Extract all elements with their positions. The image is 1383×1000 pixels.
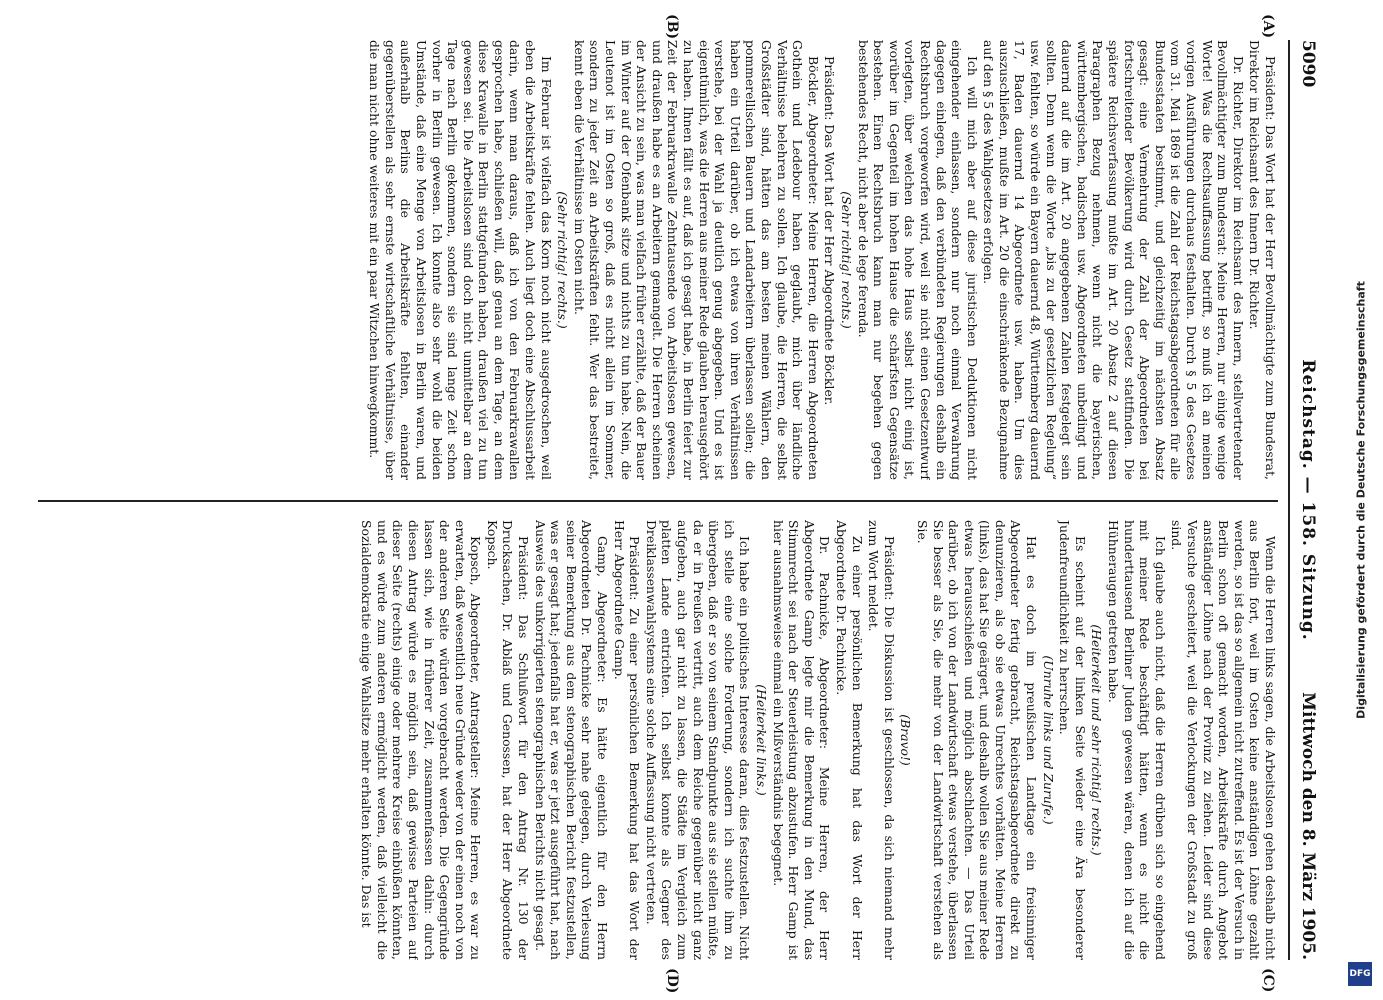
right-column — [28, 520, 1278, 960]
interjection: (Sehr richtig! rechts.) — [555, 191, 571, 329]
paragraph: Ich glaube auch nicht, daß die Herren drüben sich so eingehend mit meiner Rede beschäftigt hätten, wenn es nicht die hunderttausend Berliner Juden gewesen wären, denen ich auf die Hühneraugen getreten habe. — [1106, 520, 1168, 960]
session-date: Mittwoch den 8. März 1905. — [1298, 692, 1318, 960]
margin-marker-b: (B) — [664, 14, 680, 40]
paragraph: Präsident: Das Wort hat der Herr Bevollmächtigte zum Bundesrat, Direktor im Reichsamt des Innern Dr. Richter. — [1247, 40, 1278, 480]
column-divider — [38, 500, 1278, 502]
paragraph: Kopsch, Abgeordneter, Antragsteller: Meine Herren, es war zu erwarten, daß wesentlich neue Gründe weder von der einen noch von der anderen Seite würden vorgebracht werden. Die Gegengründe lassen sich, wie in früherer Zeit, zusammenfassen dahin: durch diesen Antrag würde es möglich sein, daß gewisse Parteien auf dieser Seite (rechts) einige oder mehrere Kreise einbüßen könnten, und es würde zum anderen ermöglicht werden, daß vielleicht die Sozialdemokratie einige Wahlsitze mehr erhalten könnte. Das ist — [359, 520, 484, 960]
paragraph: Präsident: Das Schlußwort für den Antrag Nr. 130 der Drucksachen, Dr. Ablaß und Genossen, hat der Herr Abgeordnete Kopsch. — [484, 520, 532, 960]
paragraph: Hat es doch im preußischen Landtage ein freisinniger Abgeordneter fertig gebracht, Reichstagsabgeordnete direkt zu denunzieren, als ob sie etwas Unrechtes vorhätten. Meine Herren (links), das hat Sie geärgert, und deshalb wollen Sie aus meiner Rede etwas herausschießen und möglich abschlachten. — Das Urteil darüber, ob ich von der Landwirtschaft etwas verstehe, überlassen Sie besser als Sie, die mehr von der Landwirtschaft verstehen als Sie. — [914, 520, 1040, 960]
paragraph: Im Februar ist vielfach das Korn noch nicht ausgedroschen, weil eben die Arbeitskräfte fehlen. Auch liegt doch eine Abschlussarbeit darin, wenn man daraus, daß ich von den Februarkrawallen gesprochen habe, schließen will, daß genau an dem Tage, an dem diese Krawalle in Berlin stattgefunden haben, draußen viel zu tun gewesen sei. Die Arbeitslosen sind doch nicht unmittelbar an dem Tage nach Berlin gekommen, sondern sie sind lange Zeit schon vorher in Berlin gewesen. Ich konnte also sehr wohl die beiden Umstände, daß eine Menge von Arbeitslosen in Berlin waren, und außerhalb Berlins die Arbeitskräfte fehlten, einander gegenüberstellen als sehr ernste wirtschaftliche Verhältnisse, über die man nicht ohne weiteres mit ein paar Witzchen hinwegkommt. — [367, 40, 554, 480]
margin-marker-d: (D) — [664, 968, 680, 994]
interjection: (Heiterkeit und sehr richtig! rechts.) — [1089, 624, 1105, 856]
digitization-credit: Digitalisierung gefördert durch die Deutsche Forschungsgemeinschaft — [1354, 281, 1368, 719]
paragraph: Es scheint auf der linken Seite wieder eine Ära besonderer Judenfreundlichkeit zu herrschen. — [1057, 520, 1088, 960]
paragraph: Dr. Richter, Direktor im Reichsamt des Innern, stellvertretender Bevollmächtigter zum Bundesrat: Meine Herren, nur einige wenige Worte! Was die Rechtsauffassung betrifft, so muß ich an meinen vorigen Ausführungen durchaus festhalten. Durch § 5 des Gesetzes vom 31. Mai 1869 ist die Zahl der Reichstagsabgeordneten für alle Bundesstaaten bestimmt, und gleichzeitig im nächsten Absatz gesagt: eine Vermehrung der Zahl der Abgeordneten bei fortschreitender Bevölkerung wird durch Gesetz stattfinden. Die spätere Reichsverfassung mußte im Art. 20 Absatz 2 auf diesen Paragraphen Bezug nehmen, wenn nicht die bayerischen, württembergischen, badischen usw. Abgeordneten unbedingt und dauernd auf die im Art. 20 angegebenen Zahlen festgelegt sein sollten. Denn wenn die Worte „bis zu der gesetzlichen Regelung“ usw. fehlten, so würde ein Bayern dauernd 48, Württemberg dauernd 17, Baden dauernd 14 Abgeordnete usw. haben. Um dies auszuschließen, mußte im Art. 20 die einschränkende Bezugnahme auf den § 5 des Wahlgesetzes erfolgen. — [981, 40, 1246, 480]
left-column — [28, 40, 1278, 480]
page-number: 5090 — [1298, 40, 1318, 88]
interjection: (Heiterkeit links.) — [754, 684, 769, 796]
margin-marker-a: (A) — [1260, 14, 1276, 39]
paragraph: Präsident: Die Diskussion ist geschlossen, da sich niemand mehr zum Wort meldet. — [866, 520, 897, 960]
interjection: (Unruhe links und Zurufe.) — [1040, 655, 1056, 825]
paragraph: Präsident: Das Wort hat der Herr Abgeordnete Böckler. — [822, 56, 838, 406]
paragraph: Präsident: Zu einer persönlichen Bemerkung hat das Wort der Herr Abgeordnete Gamp. — [611, 520, 643, 960]
paragraph: Gamp, Abgeordneter: Es hätte eigentlich für den Herrn Abgeordneten Dr. Pachnicke sehr nahe gelegen, durch Verlesung seiner Bemerkung aus dem stenographischen Bericht festzustellen, was er gesagt hat; jedenfalls hat er, was er jetzt ausgeführt hat, nach Ausweis des unkorrigierten stenographischen Berichts nicht gesagt. — [532, 520, 611, 960]
digitization-credit-bar — [1346, 0, 1376, 1000]
interjection: (Bravo!) — [898, 714, 914, 766]
session-title: Reichstag. — 158. Sitzung. — [1298, 359, 1318, 641]
dfg-logo: DFG — [1348, 962, 1372, 986]
interjection: (Sehr richtig! rechts.) — [838, 191, 854, 329]
paragraph: Böckler, Abgeordneter: Meine Herren, die Herren Abgeordneten Gothein und Ledebour haben geglaubt, mich über ländliche Verhältnisse belehren zu sollen. Ich glaube, die Herren, die selbst Großstädter sind, hätten das am besten meinen Wählern, den pommerellischen Bauern und Landarbeitern überlassen sollen; die haben ein Urteil darüber, ob ich etwas von ihren Verhältnissen verstehe, bei der Wahl ja deutlich genug abgegeben. Und es ist eigentümlich, was die Herren aus meiner Rede glauben herausgehört zu haben. Ihnen fällt es auf, daß ich gesagt habe, in Berlin feiert zur Zeit der Februarkrawalle Zehntausende von Arbeitslosen gewesen, und draußen habe es an Arbeitern gemangelt. Die Herren scheinen der Ansicht zu sein, was man vielfach früher erzählte, daß der Bauer im Winter auf der Ofenbank sitze und nichts zu tun habe. Nein, die Leutenot ist im Osten so groß, daß es nicht allein im Sommer, sondern zu jeder Zeit an Arbeitskräften fehlt. Wer das bestreitet, kennt eben die Verhältnisse im Osten nicht. — [571, 40, 821, 480]
paragraph: Ich habe ein politisches Interesse daran, dies festzustellen. Nicht ich stelle eine solche Forderung, sondern ich suchte ihm zu übergeben, daß er so von seinem Standpunkte aus sie stellen müßte, da er in Preußen vertritt, auch dem Reiche gegenüber nicht ganz aufgeben, auch gar nicht zu lassen, die Städte im Vergleich zum platten Lande entrichten. Ich selbst konnte als Gegner des Dreiklassenwahlsystems eine solche Auffassung nicht vertreten. — [643, 520, 753, 960]
page-header — [1288, 40, 1320, 960]
margin-marker-c: (C) — [1260, 968, 1276, 993]
paragraph: Wenn die Herren links sagen, die Arbeitslosen gehen deshalb nicht aus Berlin fort, weil im Osten keine anständigen Löhne gezahlt werden, so ist das so allgemein nicht zutreffend. Es ist der Versuch in Berlin schon oft gemacht worden, Arbeitskräfte durch Angebot anständiger Löhne nach der Provinz zu ziehen. Leider sind diese Versuche gescheitert, weil die Verlockungen der Großstadt zu groß sind. — [1169, 520, 1278, 960]
paragraph: Zu einer persönlichen Bemerkung hat das Wort der Herr Abgeordnete Dr. Pachnicke. — [833, 520, 865, 960]
paragraph: Dr. Pachnicke, Abgeordneter: Meine Herren, der Herr Abgeordnete Gamp legte mir die Bemerkung in den Mund, das Stimmrecht sei nach der Steuerleistung abzustufen. Herr Gamp ist hier ausnahmsweise einmal ein Mißverständnis begegnet. — [770, 520, 833, 960]
paragraph: Ich will mich aber auf diese juristischen Deduktionen nicht eingehender einlassen, sondern nur noch einmal Verwahrung dagegen einlegen, daß den verbündeten Regierungen deshalb ein Rechtsbruch vorgeworfen wird, weil sie nicht einen Gesetzentwurf vorlegten, über welchen das hohe Haus selbst nicht einig ist, worüber im Gegenteil im hohen Hause die schärfsten Gegensätze bestehen. Einen Rechtsbruch kann man nur begehen gegen bestehendes Recht, nicht aber de lege ferenda. — [855, 40, 980, 480]
